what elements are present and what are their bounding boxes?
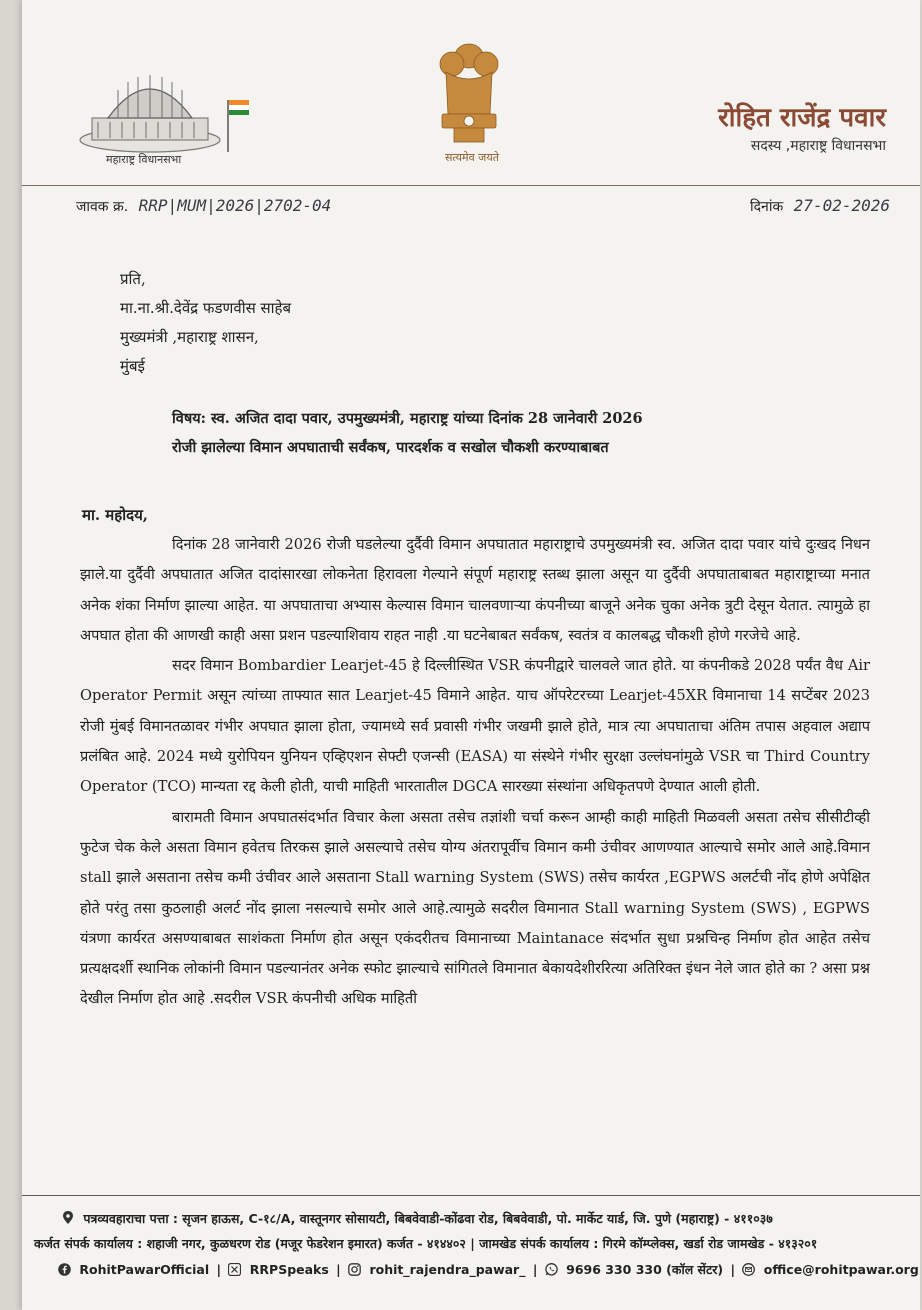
sender-designation: सदस्य ,महाराष्ट्र विधानसभा: [750, 138, 886, 154]
assembly-caption: महाराष्ट्र विधानसभा: [106, 153, 182, 166]
motto: सत्यमेव जयते: [444, 151, 499, 164]
national-emblem: [424, 36, 514, 166]
date-label: दिनांक: [750, 199, 784, 215]
footer-divider: [22, 1195, 920, 1196]
letter-date: [750, 196, 890, 216]
sender-block: [718, 98, 886, 155]
address-line: प्रति,: [120, 270, 146, 288]
subject-line: रोजी झालेल्या विमान अपघाताची सर्वंकष, पारदर्शक व सखोल चौकशी करण्याबाबत: [172, 439, 609, 456]
address-line: मुख्यमंत्री ,महाराष्ट्र शासन,: [120, 328, 259, 346]
facebook-icon: [58, 1263, 71, 1276]
subject-line: विषय: स्व. अजित दादा पवार, उपमुख्यमंत्री, महाराष्ट्र यांच्या दिनांक 28 जानेवारी 2026: [172, 410, 643, 427]
reference-value: RRP|MUM|2026|2702-04: [138, 196, 332, 215]
email-address[interactable]: office@rohitpawar.org: [763, 1262, 919, 1277]
date-value: 27-02-2026: [793, 196, 890, 215]
vidhan-bhavan-logo: [78, 60, 258, 170]
email-icon: [742, 1263, 755, 1276]
location-pin-icon: [62, 1211, 74, 1225]
social-links: RohitPawarOfficial | RRPSpeaks | rohit_rajendra_pawar_ | 9696 330 330 (कॉल सेंटर) | office@rohitpawar.org: [58, 1261, 919, 1278]
twitter-icon: [228, 1263, 241, 1276]
sender-name: रोहित राजेंद्र पवार: [718, 103, 886, 133]
header-divider: [22, 185, 920, 186]
paragraph: सदर विमान Bombardier Learjet-45 हे दिल्लीस्थित VSR कंपनीद्वारे चालवले जात होते. या कंपनीकडे 2028 पर्यंत वैध Air Operator Permit असून त्यांच्या ताफ्यात सात Learjet-45 विमाने आहेत. याच ऑपरेटरच्या Learjet-45XR विमानाचा 14 सप्टेंबर 2023 रोजी मुंबई विमानतळावर गंभीर अपघात झाला होता, ज्यामध्ये सर्व प्रवासी गंभीर जखमी झाले होते, मात्र त्या अपघाताचा अंतिम तपास अहवाल अद्याप प्रलंबित आहे. 2024 मध्ये युरोपियन युनियन एव्हिएशन सेफ्टी एजन्सी (EASA) या संस्थेने गंभीर सुरक्षा उल्लंघनांमुळे VSR चा Third Country Operator (TCO) मान्यता रद्द केली होती, याची माहिती भारतातील DGCA सारख्या संस्थांना अधिकृतपणे देण्यात आली होती.: [80, 657, 870, 796]
salutation: मा. महोदय,: [82, 506, 149, 524]
paragraph: दिनांक 28 जानेवारी 2026 रोजी घडलेल्या दुर्दैवी विमान अपघातात महाराष्ट्राचे उपमुख्यमंत्री स्व. अजित दादा पवार यांचे दुःखद निधन झाले.या दुर्दैवी अपघातात अजित दादांसारखा लोकनेता हिरावला गेल्याने संपूर्ण महाराष्ट्र स्तब्ध झाला असून या दुर्दैवी अपघाताबाबत महाराष्ट्राच्या मनात अनेक शंका निर्माण झाल्या आहेत. या अपघाताचा अभ्यास केल्यास विमान चालवणाऱ्या कंपनीच्या बाजूने अनेक चुका अनेक त्रुटी देसून येतात. त्यामुळे हा अपघात होता की आणखी काही असा प्रशन पडल्याशिवाय राहत नाही .या घटनेबाबत सर्वंकष, स्वतंत्र व कालबद्ध चौकशी होणे गरजेचे आहे.: [80, 536, 870, 644]
recipient-address: [120, 265, 291, 381]
twitter-handle[interactable]: RRPSpeaks: [249, 1262, 329, 1277]
address-line: मुंबई: [120, 357, 145, 375]
office-addresses: कर्जत संपर्क कार्यालय : शहाजी नगर, कुळधरण रोड (मजूर फेडरेशन इमारत) कर्जत - ४१४४०२ | जामखेड संपर्क कार्यालय : गिरमे कॉम्प्लेक्स, खर्डा रोड जामखेड - ४१३२०१: [34, 1236, 818, 1251]
reference-number: [76, 196, 331, 216]
reference-label: जावक क्र.: [76, 199, 129, 215]
whatsapp-icon: [545, 1263, 558, 1276]
correspondence-text: पत्रव्यवहाराचा पत्ता : सृजन हाऊस, C-१८/A, वास्तूनगर सोसायटी, बिबवेवाडी-कोंढवा रोड, बिबवेवाडी, पो. मार्केट यार्ड, जि. पुणे (महाराष्ट्र) - ४११०३७: [83, 1211, 773, 1226]
subject: [172, 404, 892, 462]
instagram-handle[interactable]: rohit_rajendra_pawar_: [369, 1262, 526, 1277]
instagram-icon: [348, 1263, 361, 1276]
paragraph: बारामती विमान अपघातसंदर्भात विचार केला असता तसेच तज्ञांशी चर्चा करून आम्ही काही माहिती मिळवली असता तसेच सीसीटीव्ही फुटेज चेक केले असता विमान हवेतच तिरकस झाले असल्याचे तसेच योग्य अंतरापूर्वीच विमान कमी उंचीवर आणण्यात आल्याचे समोर आले आहे.विमान stall झाले असताना तसेच कमी उंचीवर आले असताना Stall warning System (SWS) तसेच कार्यरत ,EGPWS अलर्टची नोंद होणे अपेक्षित होते परंतु तसा कुठलाही अलर्ट नोंद झाला नसल्याचे समोर आले आहे.त्यामुळे सदरील विमानात Stall warning System (SWS) , EGPWS यंत्रणा कार्यरत असण्याबाबत साशंकता निर्माण होत असून एकंदरीतच विमानाच्या Maintanace संदर्भात सुधा प्रश्नचिन्ह निर्माण होत आहेत तसेच प्रत्यक्षदर्शी स्थानिक लोकांनी विमान पडल्यानंतर अनेक स्फोट झाल्याचे सांगितले विमानात बेकायदेशीररित्या अतिरिक्त इंधन नेले जात होते का ? असा प्रश्न देखील निर्माण होत आहे .सदरील VSR कंपनीची अधिक माहिती: [80, 808, 870, 1008]
letter-sheet: [22, 0, 920, 1310]
address-line: मा.ना.श्री.देवेंद्र फडणवीस साहेब: [120, 299, 292, 317]
facebook-handle[interactable]: RohitPawarOfficial: [79, 1262, 210, 1277]
whatsapp-number[interactable]: 9696 330 330 (कॉल सेंटर): [566, 1262, 724, 1277]
correspondence-address: [62, 1210, 773, 1227]
letter-body: [80, 530, 870, 1015]
